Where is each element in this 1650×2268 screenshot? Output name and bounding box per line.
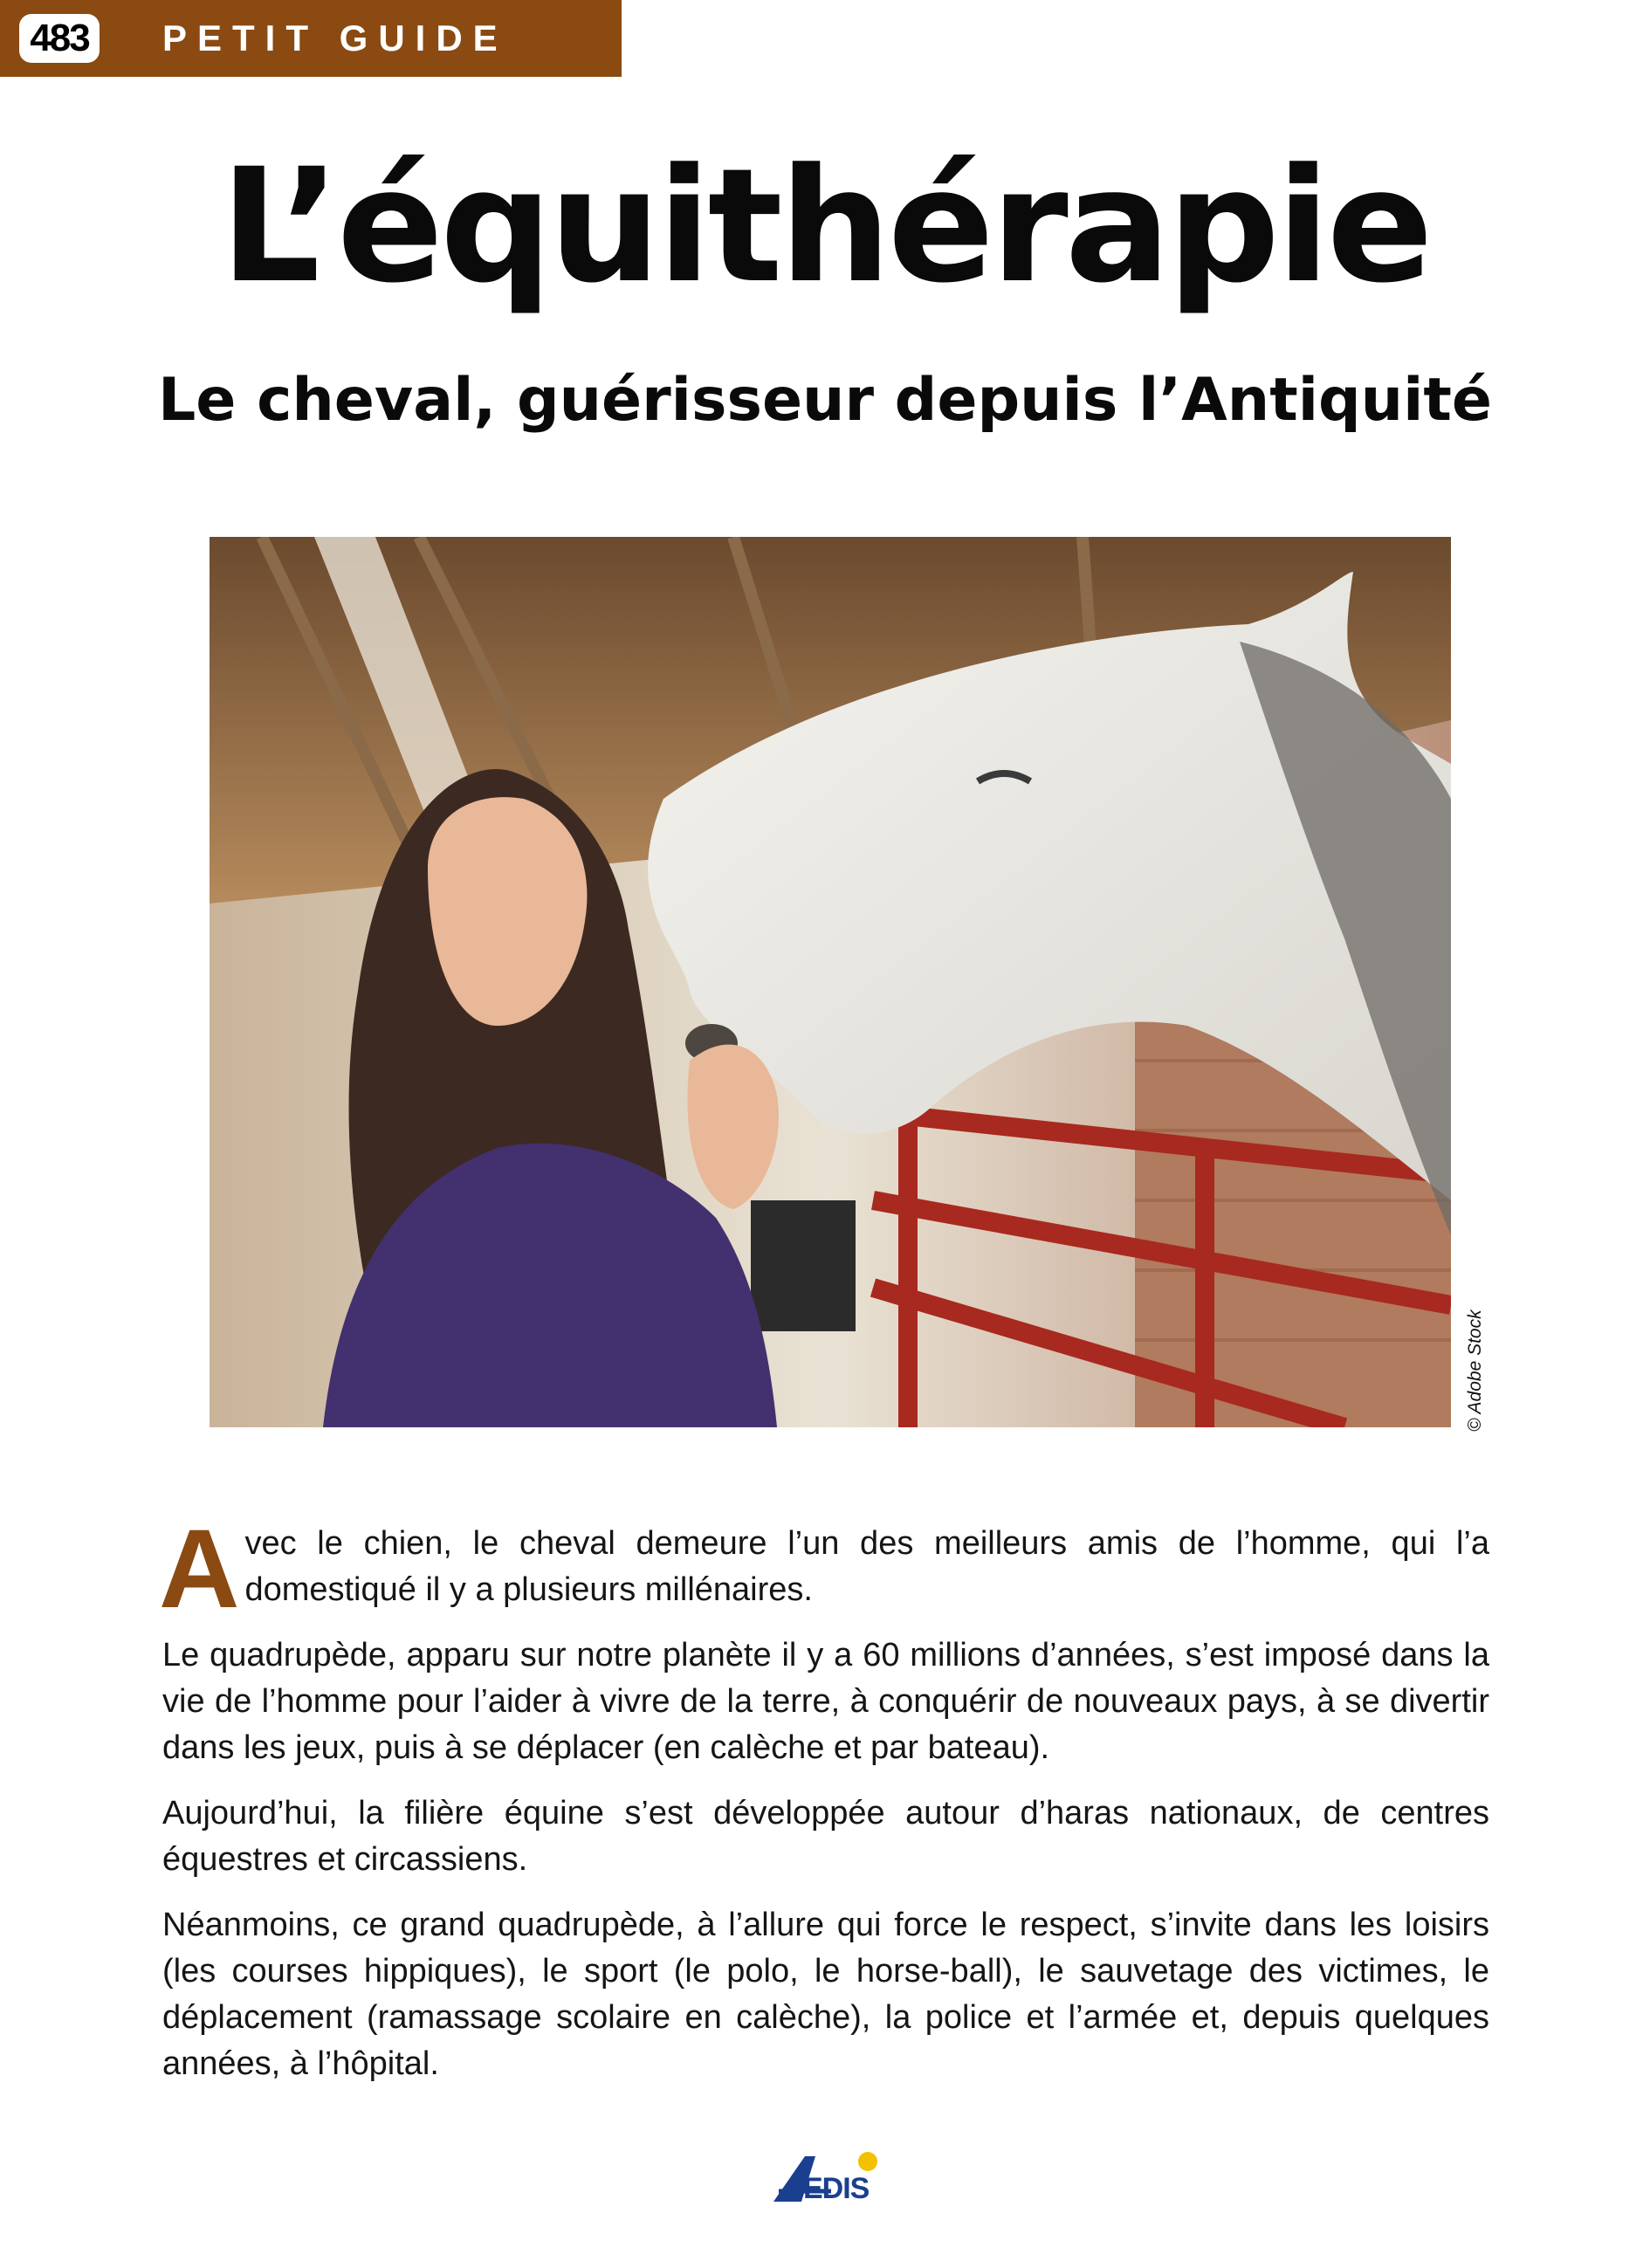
issue-number-badge: 483 xyxy=(19,14,100,63)
paragraph: Néanmoins, ce grand quadrupède, à l’allure qui force le respect, s’invite dans les loisirs (les courses hippiques), le sport (le polo, le horse-ball), le sauvetage des victimes, le déplacement (ramassage scolaire en calèche), la police et l’armée et, depuis quelques années, à l’hôpital. xyxy=(162,1907,1489,2082)
lead-paragraph xyxy=(159,1507,1489,1632)
drop-cap: A xyxy=(159,1507,240,1632)
paragraph: Aujourd’hui, la filière équine s’est développée autour d’haras nationaux, de centres équestres et circassiens. xyxy=(162,1795,1489,1878)
aedis-logo-icon xyxy=(770,2149,897,2207)
article-body xyxy=(159,1507,1489,2106)
paragraph: Le quadrupède, apparu sur notre planète il y a 60 millions d’années, s’est imposé dans la vie de l’homme pour l’aider à vivre de la terre, à conquérir de nouveaux pays, à se divertir dans les jeux, puis à se déplacer (en calèche et par bateau). xyxy=(162,1637,1489,1766)
series-header xyxy=(0,0,622,77)
photo-credit: © Adobe Stock xyxy=(1465,1309,1485,1432)
series-name: PETIT GUIDE xyxy=(162,17,508,58)
page-title: L’équithérapie xyxy=(220,135,1430,318)
svg-text:EDIS: EDIS xyxy=(803,2172,870,2205)
publisher-logo xyxy=(770,2149,897,2207)
lead-text: vec le chien, le cheval demeure l’un des meilleurs amis de l’homme, qui l’a domestiqué il y a plusieurs millénaires. xyxy=(244,1525,1489,1608)
page-subtitle: Le cheval, guérisseur depuis l’Antiquité xyxy=(157,366,1493,435)
woman-and-horse-illustration xyxy=(210,537,1451,1427)
cover-photo xyxy=(210,537,1451,1427)
